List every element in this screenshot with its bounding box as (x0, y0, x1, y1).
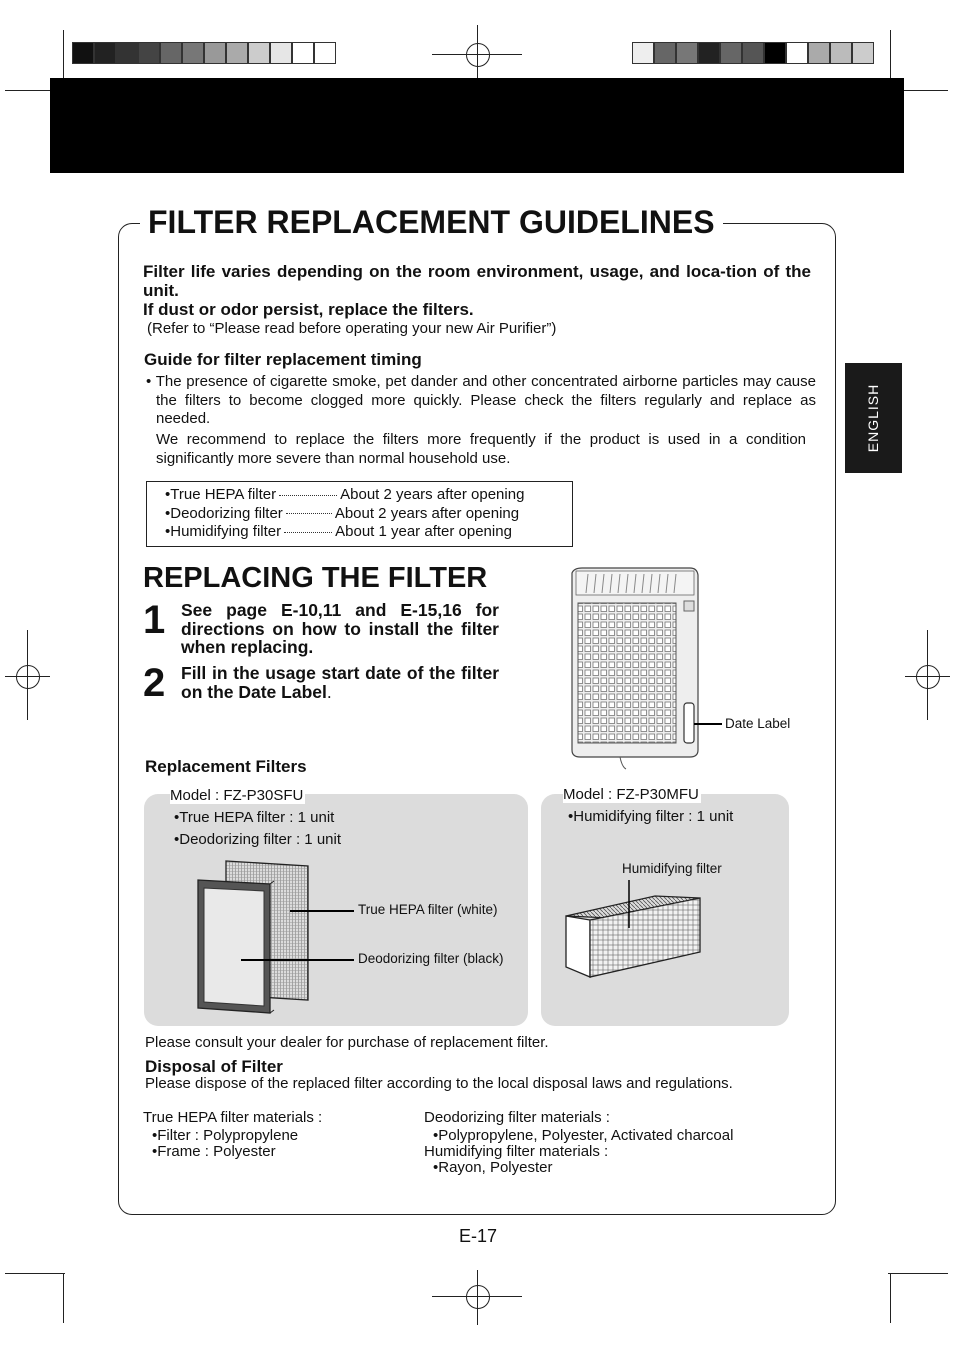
dot-leader (284, 532, 332, 533)
hepa-callout-pointer (290, 910, 354, 912)
page-title-container (140, 200, 723, 244)
humidifying-callout: Humidifying filter (622, 861, 722, 876)
step-1-number: 1 (143, 598, 166, 642)
hepa-materials-2: •Frame : Polyester (152, 1143, 276, 1160)
guide-bullet-1: • The presence of cigarette smoke, pet dander and other concentrated airborne particles may cause the filters to become clogged more quickly. Please check the filters regularly and replace as needed. (146, 373, 816, 427)
registration-target (916, 665, 940, 689)
page-title: FILTER REPLACEMENT GUIDELINES (148, 204, 715, 240)
registration-target (927, 630, 928, 720)
step-2-number: 2 (143, 661, 166, 705)
replacing-title: REPLACING THE FILTER (143, 562, 488, 594)
filter-life-table (146, 481, 573, 547)
dot-leader (279, 495, 337, 496)
disposal-heading: Disposal of Filter (145, 1057, 283, 1076)
header-band (50, 78, 904, 173)
intro-refer: (Refer to “Please read before operating your new Air Purifier”) (147, 320, 557, 337)
model2-item-1: •Humidifying filter : 1 unit (568, 808, 734, 825)
guide-heading: Guide for filter replacement timing (144, 350, 422, 369)
disposal-text: Please dispose of the replaced filter according to the local disposal laws and regulations. (145, 1075, 733, 1092)
crop-mark (5, 1273, 65, 1274)
date-label-pointer (694, 723, 722, 725)
registration-target (466, 43, 490, 67)
intro-text (143, 262, 811, 319)
air-purifier-illustration (560, 565, 710, 770)
humidifying-filter-illustration (563, 880, 705, 980)
step-2-text-body: Fill in the usage start date of the filter on the Date Label (181, 663, 499, 702)
hum-materials-1: •Rayon, Polyester (433, 1159, 553, 1176)
registration-target (466, 1285, 490, 1309)
deodorizing-callout: Deodorizing filter (black) (358, 951, 504, 966)
dot-leader (286, 513, 332, 514)
crop-mark (890, 1273, 891, 1323)
filter-life-row (165, 523, 572, 542)
filter-name: •True HEPA filter (165, 486, 277, 503)
registration-target (477, 1270, 478, 1325)
dealer-note: Please consult your dealer for purchase of replacement filter. (145, 1034, 549, 1051)
deo-materials-title: Deodorizing filter materials : (424, 1109, 610, 1126)
registration-target (16, 665, 40, 689)
hepa-materials-title: True HEPA filter materials : (143, 1109, 323, 1126)
crop-mark (888, 1273, 948, 1274)
step-2-text (181, 664, 499, 701)
model1-name: Model : FZ-P30SFU (170, 787, 304, 804)
intro-line-2: If dust or odor persist, replace the filters. (143, 300, 474, 319)
deo-materials-1: •Polypropylene, Polyester, Activated charcoal (433, 1127, 734, 1144)
hepa-materials-1: •Filter : Polypropylene (152, 1127, 299, 1144)
filter-life-row (165, 505, 572, 524)
filter-life-value: About 2 years after opening (340, 486, 525, 503)
hum-materials-title: Humidifying filter materials : (424, 1143, 609, 1160)
registration-color-bar-right (632, 42, 874, 66)
model2-name: Model : FZ-P30MFU (563, 786, 699, 803)
guide-bullet-2: We recommend to replace the filters more frequently if the product is used in a condition significantly more severe than normal household use. (156, 431, 806, 467)
step-1-text: See page E-10,11 and E-15,16 for directions on how to install the filter when replacing. (181, 600, 499, 657)
registration-target (477, 25, 478, 80)
filter-name: •Deodorizing filter (165, 504, 283, 522)
deodorizing-callout-pointer (241, 959, 354, 961)
filter-name: •Humidifying filter (165, 523, 282, 540)
registration-target (27, 630, 28, 720)
hepa-deodorizing-filter-illustration (190, 858, 315, 1016)
hepa-callout: True HEPA filter (white) (358, 902, 498, 917)
filter-life-value: About 1 year after opening (335, 523, 512, 540)
page-number: E-17 (459, 1226, 498, 1246)
filter-life-value: About 2 years after opening (334, 504, 520, 522)
model1-item-2: •Deodorizing filter : 1 unit (174, 831, 341, 848)
step-2-period: . (326, 681, 332, 702)
filter-life-row (165, 486, 572, 505)
date-label-callout: Date Label (725, 716, 791, 731)
model1-item-1: •True HEPA filter : 1 unit (174, 809, 335, 826)
crop-mark (63, 1273, 64, 1323)
replacement-filters-heading: Replacement Filters (145, 757, 307, 776)
registration-color-bar-left (72, 42, 336, 66)
intro-line-1: Filter life varies depending on the room environment, usage, and loca-tion of the unit. (143, 262, 811, 300)
language-tab (845, 363, 902, 473)
language-tab-label: ENGLISH (865, 383, 882, 453)
